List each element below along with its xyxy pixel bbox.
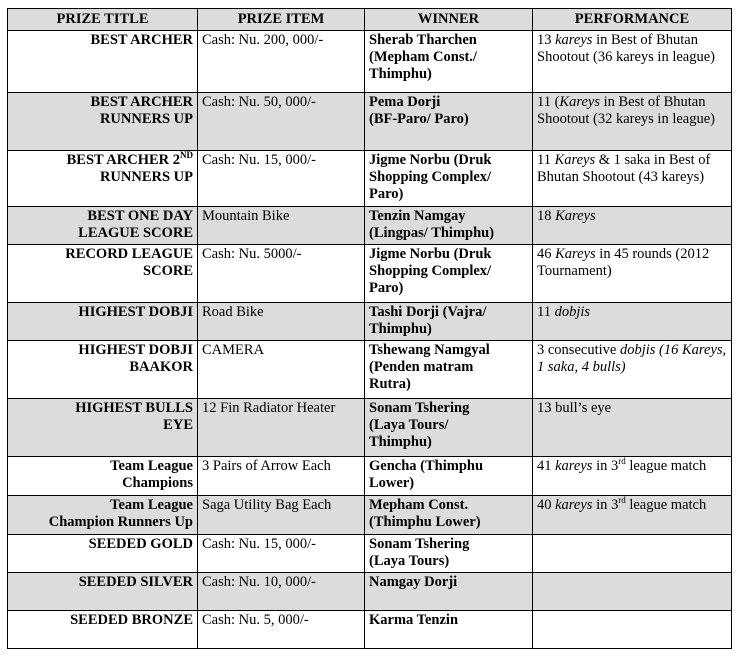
table-row: [8, 341, 732, 399]
header-row: [8, 9, 732, 31]
prize-item-cell: Cash: Nu. 200, 000/-: [198, 31, 365, 93]
prize-title-cell: BEST ARCHER 2ND RUNNERS UP: [8, 151, 198, 207]
winner-cell: Jigme Norbu (Druk Shopping Complex/ Paro): [365, 151, 533, 207]
winner-cell: Sonam Tshering (Laya Tours/ Thimphu): [365, 399, 533, 457]
winner-cell: Karma Tenzin: [365, 611, 533, 649]
winner-cell: Sonam Tshering (Laya Tours): [365, 535, 533, 573]
table-row: [8, 207, 732, 245]
winner-cell: Tenzin Namgay (Lingpas/ Thimphu): [365, 207, 533, 245]
winner-cell: Pema Dorji (BF-Paro/ Paro): [365, 93, 533, 151]
prize-title-cell: SEEDED GOLD: [8, 535, 198, 573]
performance-cell: 18 Kareys: [533, 207, 732, 245]
prize-title-cell: HIGHEST DOBJI: [8, 303, 198, 341]
table-row: [8, 245, 732, 303]
performance-cell: [533, 611, 732, 649]
prize-title-cell: BEST ARCHER: [8, 31, 198, 93]
prize-item-cell: Mountain Bike: [198, 207, 365, 245]
prize-item-cell: Cash: Nu. 15, 000/-: [198, 151, 365, 207]
winner-cell: Sherab Tharchen (Mepham Const./ Thimphu): [365, 31, 533, 93]
prize-title-cell: SEEDED SILVER: [8, 573, 198, 611]
performance-cell: 11 (Kareys in Best of Bhutan Shootout (32 kareys in league): [533, 93, 732, 151]
performance-cell: 46 Kareys in 45 rounds (2012 Tournament): [533, 245, 732, 303]
prize-title-cell: RECORD LEAGUE SCORE: [8, 245, 198, 303]
prize-item-cell: Cash: Nu. 5, 000/-: [198, 611, 365, 649]
prize-title-cell: SEEDED BRONZE: [8, 611, 198, 649]
prize-title-cell: HIGHEST BULLS EYE: [8, 399, 198, 457]
prize-title-cell: BEST ONE DAY LEAGUE SCORE: [8, 207, 198, 245]
winner-cell: Tashi Dorji (Vajra/ Thimphu): [365, 303, 533, 341]
prize-item-cell: 3 Pairs of Arrow Each: [198, 457, 365, 496]
prize-title-cell: HIGHEST DOBJI BAAKOR: [8, 341, 198, 399]
prize-title-cell: Team League Champion Runners Up: [8, 496, 198, 535]
prize-item-cell: 12 Fin Radiator Heater: [198, 399, 365, 457]
header-winner: WINNER: [365, 9, 533, 31]
performance-cell: 40 kareys in 3rd league match: [533, 496, 732, 535]
table-row: [8, 93, 732, 151]
winner-cell: Namgay Dorji: [365, 573, 533, 611]
winner-cell: Mepham Const. (Thimphu Lower): [365, 496, 533, 535]
table-row: [8, 303, 732, 341]
performance-cell: 41 kareys in 3rd league match: [533, 457, 732, 496]
performance-cell: 11 dobjis: [533, 303, 732, 341]
table-row: [8, 31, 732, 93]
winner-cell: Tshewang Namgyal (Penden matram Rutra): [365, 341, 533, 399]
performance-cell: [533, 535, 732, 573]
prize-title-cell: Team League Champions: [8, 457, 198, 496]
table-row: [8, 573, 732, 611]
prize-item-cell: CAMERA: [198, 341, 365, 399]
prize-title-cell: BEST ARCHER RUNNERS UP: [8, 93, 198, 151]
prize-item-cell: Cash: Nu. 10, 000/-: [198, 573, 365, 611]
table-row: [8, 496, 732, 535]
prize-item-cell: Cash: Nu. 5000/-: [198, 245, 365, 303]
prize-item-cell: Saga Utility Bag Each: [198, 496, 365, 535]
prize-item-cell: Cash: Nu. 50, 000/-: [198, 93, 365, 151]
header-performance: PERFORMANCE: [533, 9, 732, 31]
performance-cell: 13 kareys in Best of Bhutan Shootout (36 kareys in league): [533, 31, 732, 93]
prize-item-cell: Cash: Nu. 15, 000/-: [198, 535, 365, 573]
performance-cell: 13 bull’s eye: [533, 399, 732, 457]
table-row: [8, 399, 732, 457]
winner-cell: Jigme Norbu (Druk Shopping Complex/ Paro): [365, 245, 533, 303]
header-prize-title: PRIZE TITLE: [8, 9, 198, 31]
performance-cell: 11 Kareys & 1 saka in Best of Bhutan Shootout (43 kareys): [533, 151, 732, 207]
prize-item-cell: Road Bike: [198, 303, 365, 341]
performance-cell: 3 consecutive dobjis (16 Kareys, 1 saka, 4 bulls): [533, 341, 732, 399]
header-prize-item: PRIZE ITEM: [198, 9, 365, 31]
prize-table: [7, 8, 732, 649]
winner-cell: Gencha (Thimphu Lower): [365, 457, 533, 496]
table-row: [8, 457, 732, 496]
performance-cell: [533, 573, 732, 611]
table-row: [8, 151, 732, 207]
table-row: [8, 611, 732, 649]
table-row: [8, 535, 732, 573]
